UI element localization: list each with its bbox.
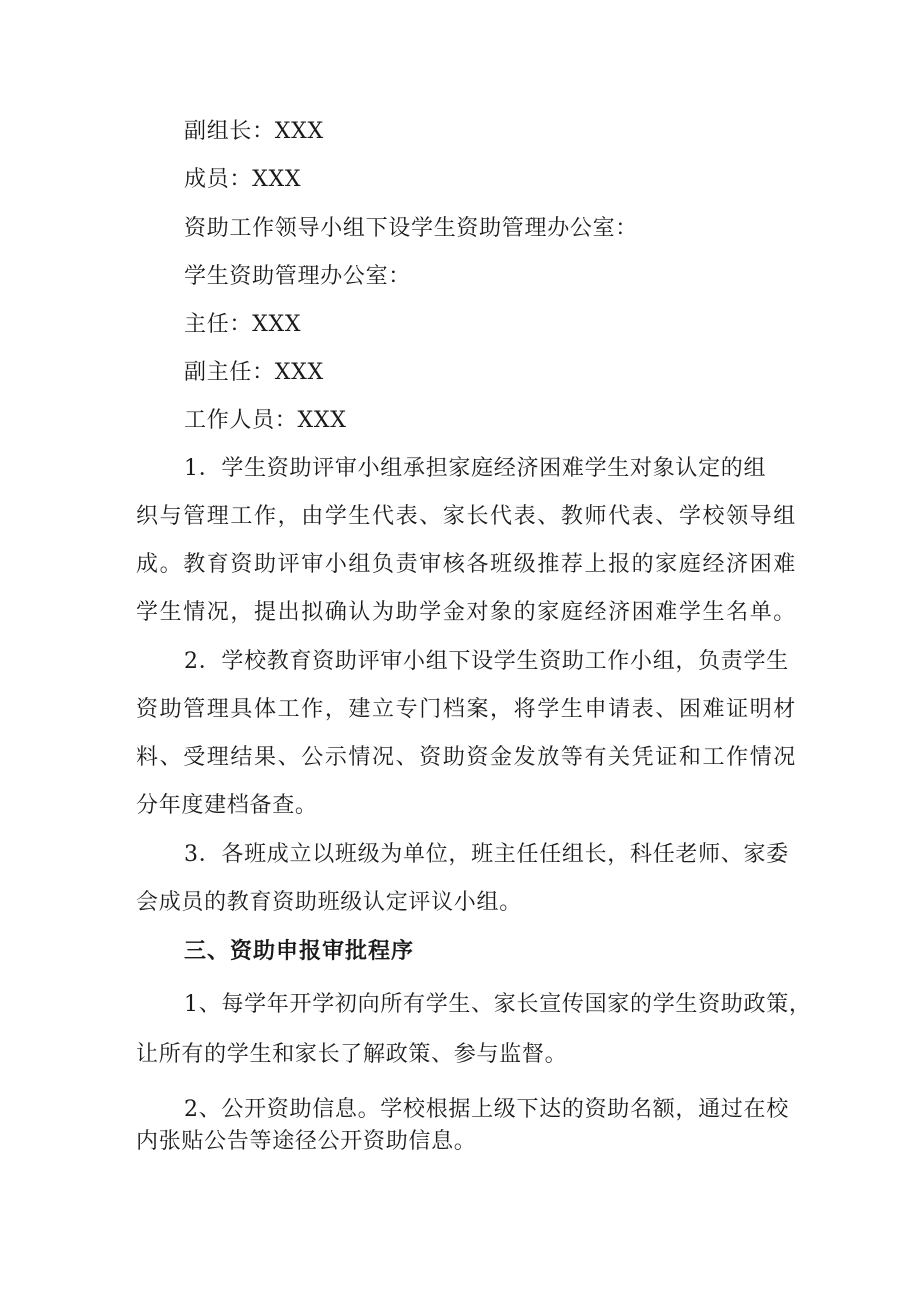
office-title-line: 学生资助管理办公室：: [184, 264, 412, 289]
paragraph-2-line-4: 分年度建档备查。: [136, 793, 318, 818]
paragraph-2-line-1: 2．学校教育资助评审小组下设学生资助工作小组，负责学生: [184, 649, 789, 674]
members-line: 成员：XXX: [184, 167, 302, 192]
paragraph-1-line-2: 织与管理工作，由学生代表、家长代表、教师代表、学校领导组: [136, 504, 796, 529]
step-2-line-1: 2、公开资助信息。学校根据上级下达的资助名额，通过在校: [184, 1097, 789, 1122]
paragraph-3-line-1: 3．各班成立以班级为单位，班主任任组长，科任老师、家委: [184, 842, 789, 867]
section-heading: 三、资助申报审批程序: [184, 939, 415, 964]
staff-line: 工作人员：XXX: [184, 408, 347, 433]
director-line: 主任：XXX: [184, 312, 302, 337]
deputy-leader-line: 副组长：XXX: [184, 119, 324, 144]
paragraph-2-line-3: 料、受理结果、公示情况、资助资金发放等有关凭证和工作情况: [136, 745, 796, 770]
deputy-director-line: 副主任：XXX: [184, 360, 324, 385]
paragraph-3-line-2: 会成员的教育资助班级认定评议小组。: [136, 890, 522, 915]
paragraph-1-line-4: 学生情况，提出拟确认为助学金对象的家庭经济困难学生名单。: [136, 600, 796, 625]
office-intro-line: 资助工作领导小组下设学生资助管理办公室：: [184, 216, 639, 241]
step-1-line-1: 1、每学年开学初向所有学生、家长宣传国家的学生资助政策，: [184, 992, 812, 1017]
paragraph-1-line-1: 1．学生资助评审小组承担家庭经济困难学生对象认定的组: [184, 456, 767, 481]
paragraph-2-line-2: 资助管理具体工作，建立专门档案，将学生申请表、困难证明材: [136, 697, 796, 722]
paragraph-1-line-3: 成。教育资助评审小组负责审核各班级推荐上报的家庭经济困难: [136, 552, 796, 577]
step-1-line-2: 让所有的学生和家长了解政策、参与监督。: [136, 1042, 568, 1067]
step-2-line-2: 内张贴公告等途径公开资助信息。: [136, 1129, 477, 1154]
